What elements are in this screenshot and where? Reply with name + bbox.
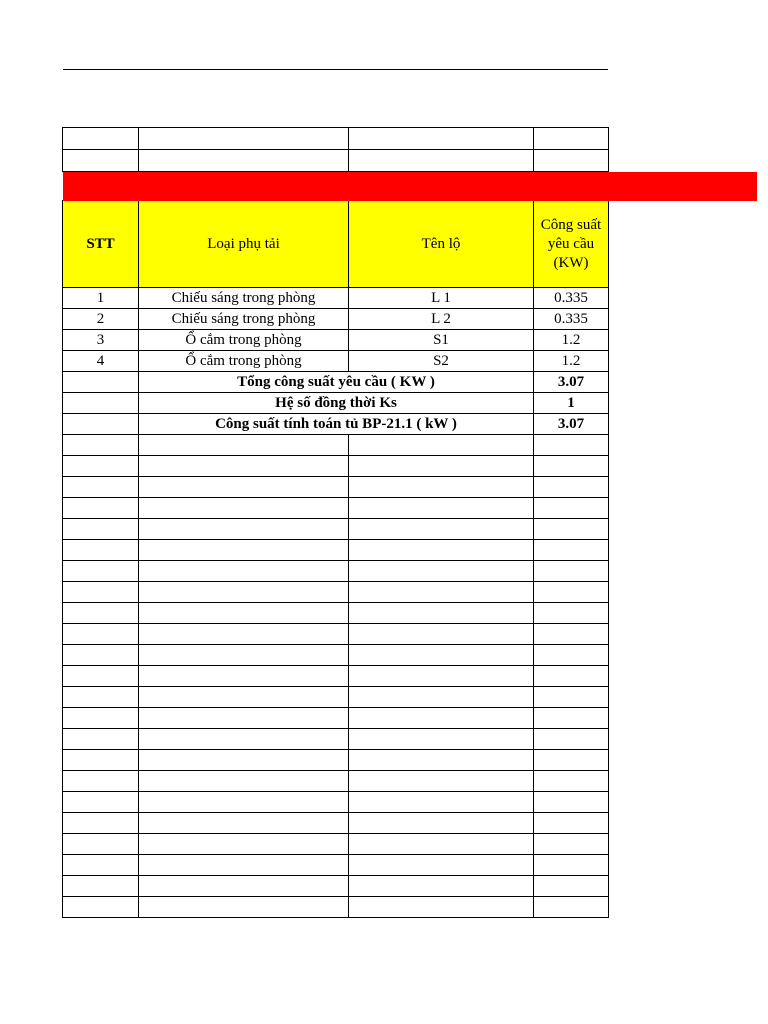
cell[interactable] (63, 603, 139, 624)
row-power[interactable]: 1.2 (534, 330, 609, 351)
cell[interactable] (534, 645, 609, 666)
cell[interactable] (63, 666, 139, 687)
empty-row (63, 792, 609, 813)
cell[interactable] (534, 498, 609, 519)
empty-row (63, 498, 609, 519)
empty-row (63, 876, 609, 897)
cell[interactable] (63, 834, 139, 855)
cell[interactable] (139, 456, 349, 477)
table-row (63, 330, 609, 351)
cell[interactable] (534, 687, 609, 708)
cell[interactable] (534, 729, 609, 750)
cell[interactable] (349, 708, 534, 729)
cell[interactable] (349, 603, 534, 624)
empty-row (63, 750, 609, 771)
cell[interactable] (534, 540, 609, 561)
cell[interactable] (534, 456, 609, 477)
row-circuit-name[interactable]: L 1 (349, 288, 534, 309)
cell[interactable] (139, 876, 349, 897)
cell[interactable] (534, 708, 609, 729)
cell[interactable] (139, 498, 349, 519)
cell[interactable] (63, 855, 139, 876)
cell[interactable] (534, 561, 609, 582)
empty-row (63, 666, 609, 687)
ks-value[interactable]: 1 (534, 393, 609, 414)
cell[interactable] (534, 128, 609, 150)
cell[interactable] (139, 729, 349, 750)
table-row (63, 351, 609, 372)
cell[interactable] (63, 372, 139, 393)
empty-row (63, 855, 609, 876)
calc-row (63, 414, 609, 435)
cell[interactable] (139, 150, 349, 172)
cell[interactable] (534, 855, 609, 876)
empty-row (63, 582, 609, 603)
row-power[interactable]: 1.2 (534, 351, 609, 372)
cell[interactable] (139, 519, 349, 540)
cell[interactable] (63, 435, 139, 456)
cell[interactable] (139, 834, 349, 855)
total-row (63, 372, 609, 393)
empty-row (63, 456, 609, 477)
row-stt[interactable]: 3 (63, 330, 139, 351)
cell[interactable] (63, 876, 139, 897)
calc-value[interactable]: 3.07 (534, 414, 609, 435)
cell[interactable] (534, 813, 609, 834)
cell[interactable] (349, 813, 534, 834)
blank-row (63, 150, 609, 172)
cell[interactable] (349, 150, 534, 172)
cell[interactable] (349, 750, 534, 771)
cell[interactable] (139, 435, 349, 456)
row-stt[interactable]: 2 (63, 309, 139, 330)
header-load-type[interactable]: Loại phụ tải (139, 201, 349, 288)
cell[interactable] (534, 435, 609, 456)
row-power[interactable]: 0.335 (534, 288, 609, 309)
header-power[interactable]: Công suất yêu cầu (KW) (534, 201, 609, 288)
cell[interactable] (349, 624, 534, 645)
total-label[interactable]: Tổng công suất yêu cầu ( KW ) (139, 372, 534, 393)
empty-row (63, 729, 609, 750)
empty-row (63, 687, 609, 708)
cell[interactable] (139, 708, 349, 729)
cell[interactable] (139, 813, 349, 834)
cell[interactable] (63, 645, 139, 666)
cell[interactable] (139, 666, 349, 687)
cell[interactable] (139, 750, 349, 771)
cell[interactable] (349, 666, 534, 687)
cell[interactable] (349, 519, 534, 540)
row-load-type[interactable]: Ổ cắm trong phòng (139, 351, 349, 372)
cell[interactable] (534, 624, 609, 645)
cell[interactable] (63, 498, 139, 519)
total-value[interactable]: 3.07 (534, 372, 609, 393)
cell[interactable] (139, 624, 349, 645)
calc-label[interactable]: Công suất tính toán tủ BP-21.1 ( kW ) (139, 414, 534, 435)
empty-row (63, 834, 609, 855)
cell[interactable] (63, 687, 139, 708)
cell[interactable] (63, 708, 139, 729)
cell[interactable] (63, 561, 139, 582)
empty-row (63, 477, 609, 498)
cell[interactable] (534, 834, 609, 855)
top-rule (63, 69, 608, 70)
empty-row (63, 519, 609, 540)
cell[interactable] (349, 435, 534, 456)
ks-row (63, 393, 609, 414)
cell[interactable] (534, 897, 609, 918)
cell[interactable] (63, 771, 139, 792)
row-load-type[interactable]: Ổ cắm trong phòng (139, 330, 349, 351)
empty-row (63, 561, 609, 582)
cell[interactable] (139, 603, 349, 624)
cell[interactable] (349, 792, 534, 813)
row-circuit-name[interactable]: L 2 (349, 309, 534, 330)
cell[interactable] (63, 519, 139, 540)
cell[interactable] (349, 582, 534, 603)
cell[interactable] (534, 603, 609, 624)
header-row (63, 201, 609, 288)
empty-row (63, 771, 609, 792)
empty-row (63, 624, 609, 645)
cell[interactable] (349, 498, 534, 519)
blank-row (63, 128, 609, 150)
row-circuit-name[interactable]: S1 (349, 330, 534, 351)
row-load-type[interactable]: Chiếu sáng trong phòng (139, 309, 349, 330)
table-row (63, 309, 609, 330)
cell[interactable] (139, 540, 349, 561)
cell[interactable] (534, 666, 609, 687)
cell[interactable] (63, 897, 139, 918)
row-circuit-name[interactable]: S2 (349, 351, 534, 372)
header-stt[interactable]: STT (63, 201, 139, 288)
cell[interactable] (63, 750, 139, 771)
cell[interactable] (534, 150, 609, 172)
cell[interactable] (139, 477, 349, 498)
cell[interactable] (63, 540, 139, 561)
table-row (63, 288, 609, 309)
cell[interactable] (63, 393, 139, 414)
empty-row (63, 603, 609, 624)
cell[interactable] (63, 582, 139, 603)
cell[interactable] (63, 477, 139, 498)
empty-row (63, 540, 609, 561)
cell[interactable] (349, 477, 534, 498)
cell[interactable] (349, 771, 534, 792)
cell[interactable] (139, 771, 349, 792)
cell[interactable] (349, 729, 534, 750)
cell[interactable] (63, 813, 139, 834)
cell[interactable] (139, 855, 349, 876)
row-load-type[interactable]: Chiếu sáng trong phòng (139, 288, 349, 309)
cell[interactable] (63, 792, 139, 813)
cell[interactable] (534, 750, 609, 771)
cell[interactable] (349, 540, 534, 561)
cell[interactable] (534, 519, 609, 540)
cell[interactable] (139, 128, 349, 150)
cell[interactable] (139, 687, 349, 708)
cell[interactable] (63, 624, 139, 645)
ks-label[interactable]: Hệ số đồng thời Ks (139, 393, 534, 414)
cell[interactable] (63, 414, 139, 435)
cell[interactable] (349, 876, 534, 897)
cell[interactable] (139, 582, 349, 603)
cell[interactable] (349, 897, 534, 918)
cell[interactable] (139, 561, 349, 582)
empty-row (63, 645, 609, 666)
cell[interactable] (63, 128, 139, 150)
row-power[interactable]: 0.335 (534, 309, 609, 330)
row-stt[interactable]: 1 (63, 288, 139, 309)
cell[interactable] (349, 834, 534, 855)
cell[interactable] (534, 477, 609, 498)
cell[interactable] (349, 645, 534, 666)
cell[interactable] (349, 855, 534, 876)
cell[interactable] (139, 645, 349, 666)
cell[interactable] (534, 792, 609, 813)
empty-row (63, 813, 609, 834)
cell[interactable] (63, 729, 139, 750)
cell[interactable] (63, 456, 139, 477)
cell[interactable] (349, 128, 534, 150)
cell[interactable] (349, 456, 534, 477)
cell[interactable] (139, 897, 349, 918)
empty-row (63, 897, 609, 918)
cell[interactable] (349, 561, 534, 582)
cell[interactable] (534, 582, 609, 603)
empty-row (63, 708, 609, 729)
load-table (62, 127, 609, 918)
cell[interactable] (139, 792, 349, 813)
cell[interactable] (349, 687, 534, 708)
cell[interactable] (534, 771, 609, 792)
header-circuit-name[interactable]: Tên lộ (349, 201, 534, 288)
empty-row (63, 435, 609, 456)
cell[interactable] (63, 150, 139, 172)
row-stt[interactable]: 4 (63, 351, 139, 372)
cell[interactable] (534, 876, 609, 897)
red-banner (63, 172, 757, 201)
